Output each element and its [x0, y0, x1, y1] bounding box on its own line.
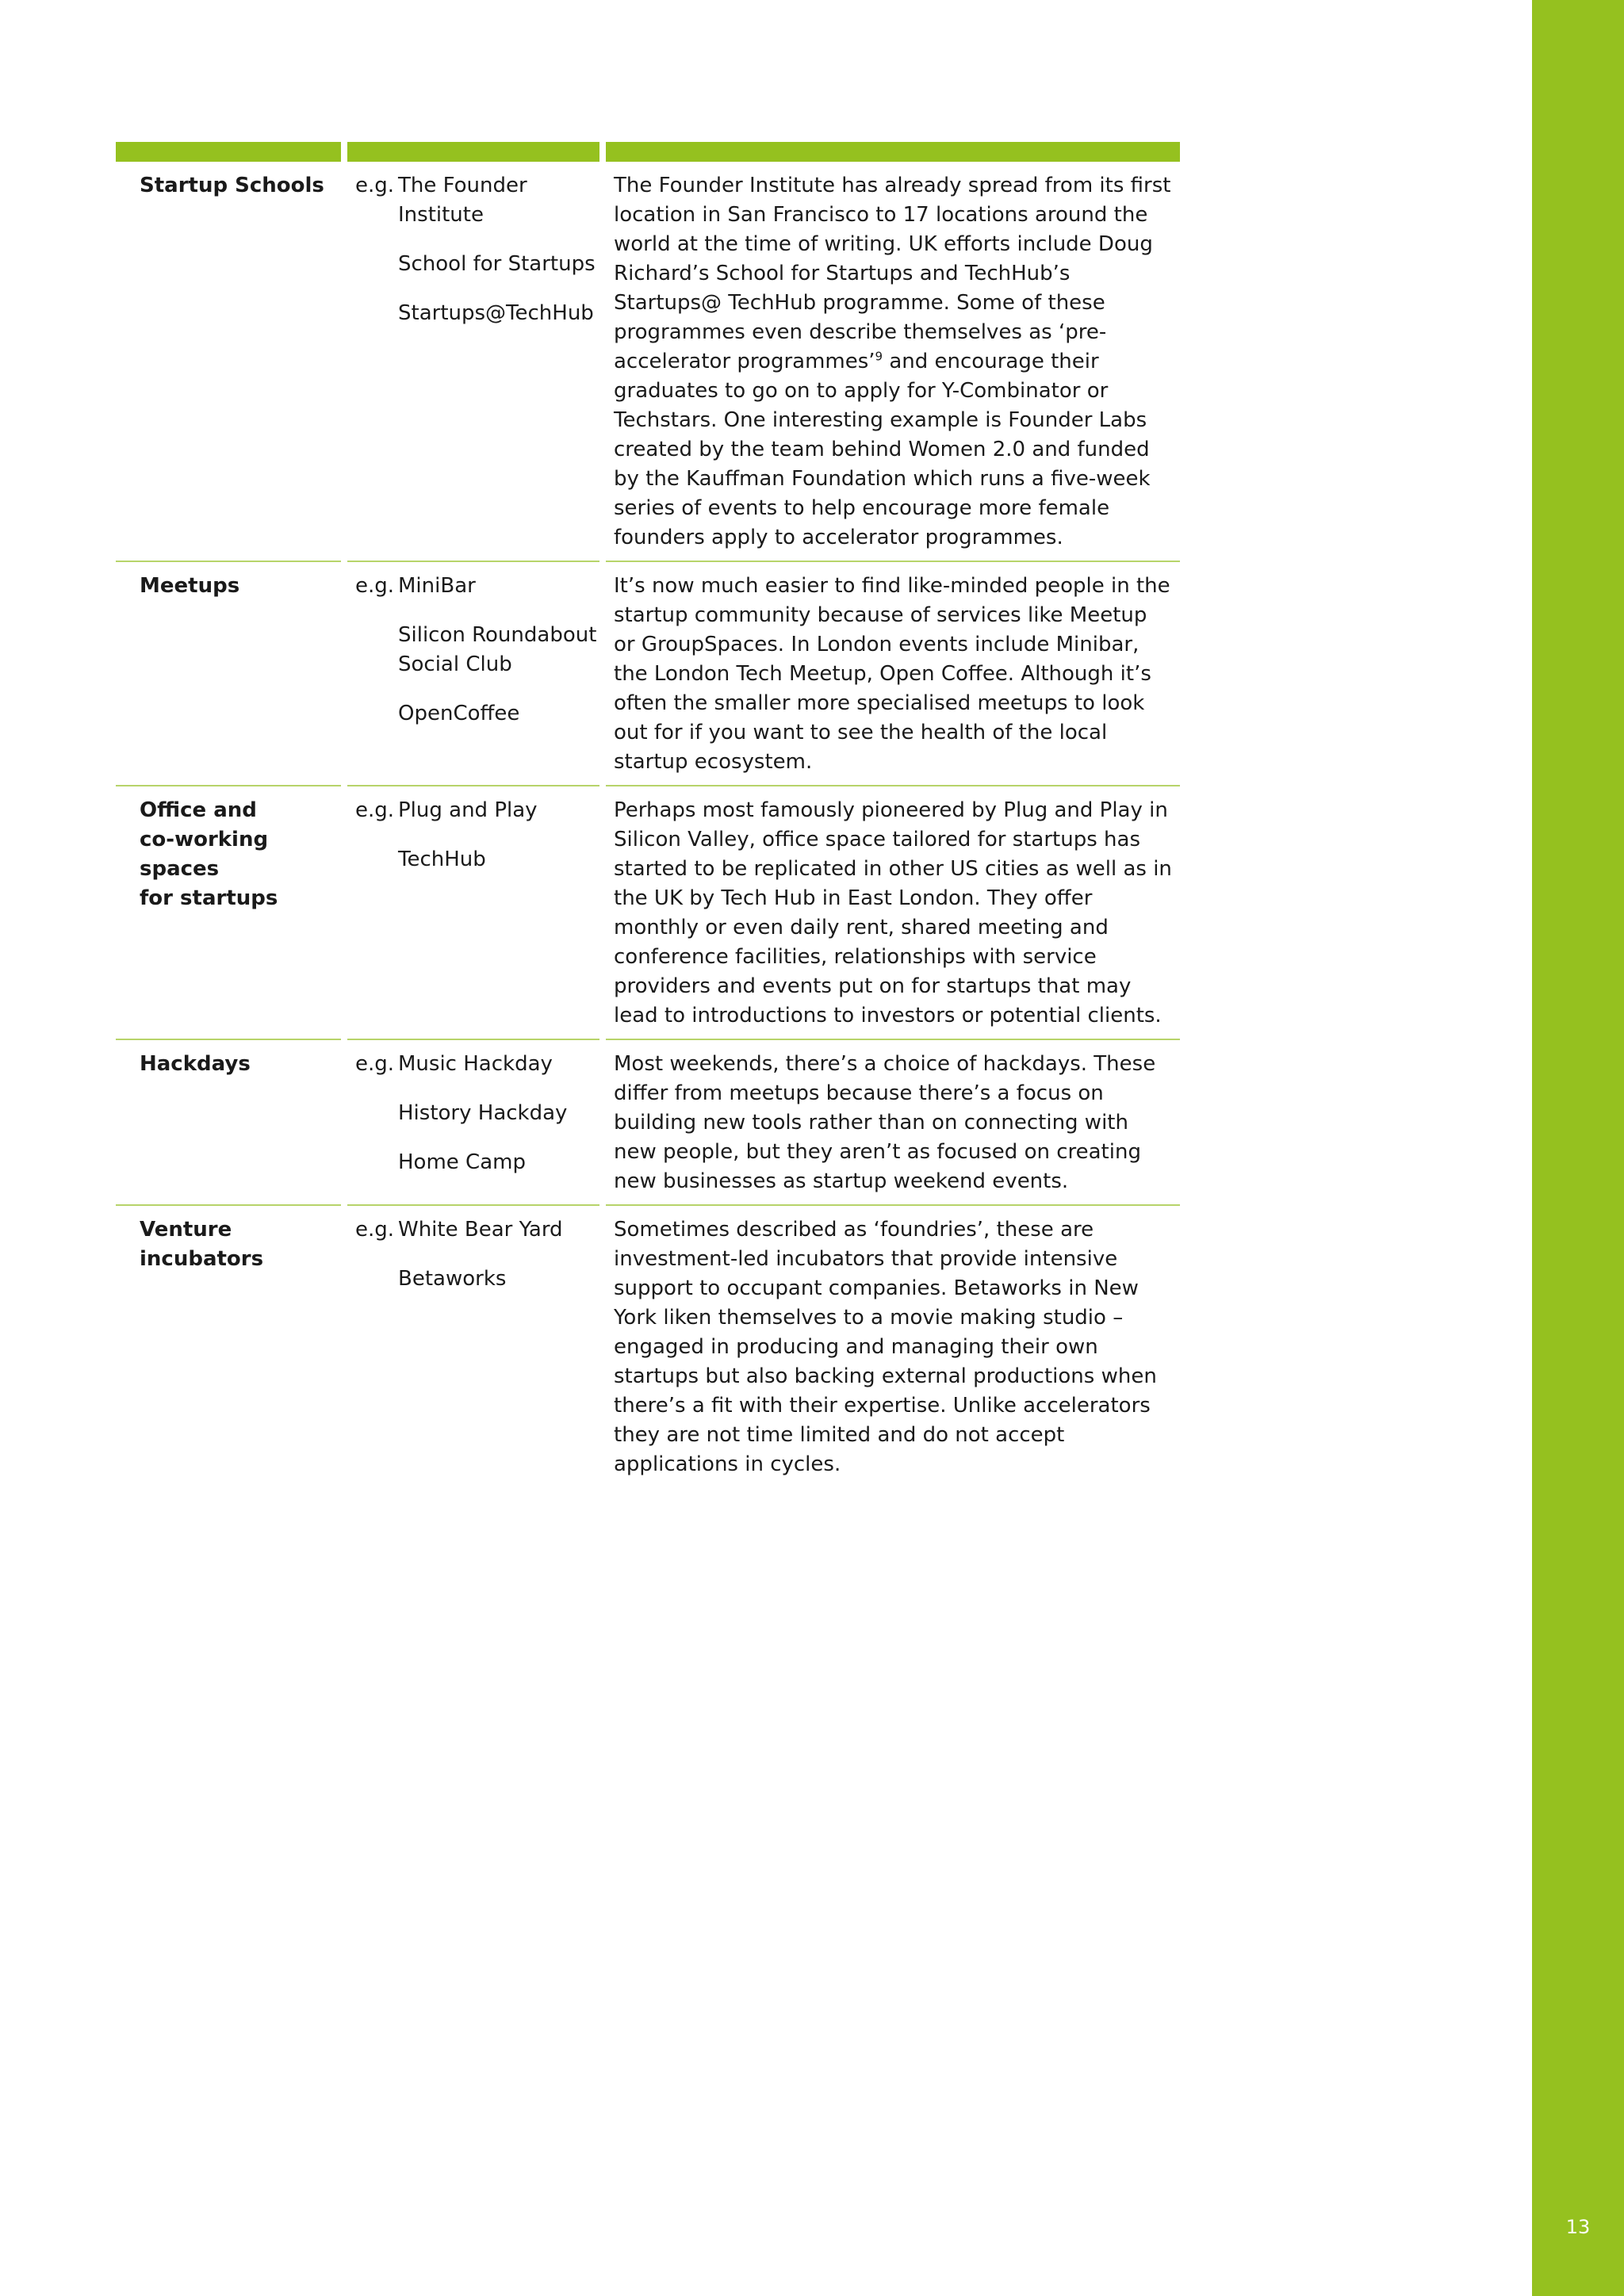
example-item [355, 845, 599, 874]
example-text: MiniBar [398, 574, 476, 598]
table-row [116, 1040, 1180, 1206]
example-text: Plug and Play [398, 798, 538, 822]
header-bar-2 [347, 142, 599, 162]
page-number: 13 [1565, 2216, 1591, 2238]
row-examples [347, 1040, 599, 1206]
row-description: Perhaps most famously pioneered by Plug and Play in Silicon Valley, office space tailored for startups has started to be replicated in other US cities as well as in the UK by Tech Hub in East London. They offer monthly or even daily rent, shared meeting and conference facilities, relationships with service providers and events put on for startups that may lead to introductions to investors or potential clients. [606, 786, 1180, 1040]
example-text: Silicon Roundabout Social Club [398, 623, 597, 676]
table-row [116, 162, 1180, 562]
example-text: Betaworks [398, 1267, 507, 1291]
example-text: Startups@TechHub [398, 301, 594, 325]
example-item [355, 1215, 599, 1245]
description-text-continued: and encourage their graduates to go on to apply for Y-Combinator or Techstars. One interesting example is Founder Labs created by the team behind Women 2.0 and funded by the Kauffman Foundation which runs a five-week series of events to help encourage more female founders apply to accelerator programmes. [614, 350, 1151, 549]
footnote-marker: 9 [875, 349, 883, 364]
example-item [355, 250, 599, 279]
eg-prefix: e.g. [355, 174, 395, 197]
table-header-bars [116, 142, 1180, 162]
example-item [355, 796, 599, 825]
example-item [355, 572, 599, 601]
example-item [355, 621, 599, 679]
row-examples [347, 162, 599, 562]
example-item [355, 299, 599, 328]
example-text: OpenCoffee [398, 702, 520, 725]
green-side-bar [1532, 0, 1624, 2296]
example-text: The Founder Institute [398, 174, 527, 227]
example-item [355, 1050, 599, 1079]
row-name: Office and co-working spaces for startups [116, 786, 341, 1040]
row-name: Hackdays [116, 1040, 341, 1206]
row-examples [347, 786, 599, 1040]
example-text: School for Startups [398, 252, 596, 276]
description-text: The Founder Institute has already spread from its first location in San Francisco to 17 locations around the world at the time of writing. UK efforts include Doug Richard’s School for Startups and TechHub’s Startups@ TechHub programme. Some of these programmes even describe themselves as ‘pre-accelerator programmes’ [614, 174, 1171, 373]
row-examples [347, 562, 599, 786]
example-text: TechHub [398, 848, 486, 871]
example-item [355, 699, 599, 729]
row-description [606, 162, 1180, 562]
table-row [116, 1206, 1180, 1487]
eg-prefix: e.g. [355, 798, 395, 822]
header-bar-1 [116, 142, 341, 162]
example-text: History Hackday [398, 1101, 568, 1125]
example-text: Home Camp [398, 1150, 526, 1174]
example-item [355, 1099, 599, 1128]
row-description: Most weekends, there’s a choice of hackdays. These differ from meetups because there’s a focus on building new tools rather than on connecting with new people, but they aren’t as focused on creating new businesses as startup weekend events. [606, 1040, 1180, 1206]
row-name: Meetups [116, 562, 341, 786]
support-types-table [116, 142, 1180, 1487]
table-row [116, 786, 1180, 1040]
example-item [355, 1148, 599, 1177]
row-name: Startup Schools [116, 162, 341, 562]
example-item [355, 1265, 599, 1294]
example-text: Music Hackday [398, 1052, 553, 1076]
row-description: Sometimes described as ‘foundries’, these are investment-led incubators that provide intensive support to occupant companies. Betaworks in New York liken themselves to a movie making studio – engaged in producing and managing their own startups but also backing external productions when there’s a fit with their expertise. Unlike accelerators they are not time limited and do not accept applications in cycles. [614, 1218, 1157, 1476]
eg-prefix: e.g. [355, 574, 395, 598]
eg-prefix: e.g. [355, 1052, 395, 1076]
row-description: It’s now much easier to find like-minded people in the startup community because of services like Meetup or GroupSpaces. In London events include Minibar, the London Tech Meetup, Open Coffee. Although it’s often the smaller more specialised meetups to look out for if you want to see the health of the local startup ecosystem. [606, 562, 1180, 786]
row-name: Venture incubators [140, 1218, 264, 1271]
eg-prefix: e.g. [355, 1218, 395, 1242]
header-bar-3 [606, 142, 1180, 162]
table-row [116, 562, 1180, 786]
example-text: White Bear Yard [398, 1218, 563, 1242]
example-item [355, 171, 599, 230]
row-examples [347, 1206, 599, 1487]
